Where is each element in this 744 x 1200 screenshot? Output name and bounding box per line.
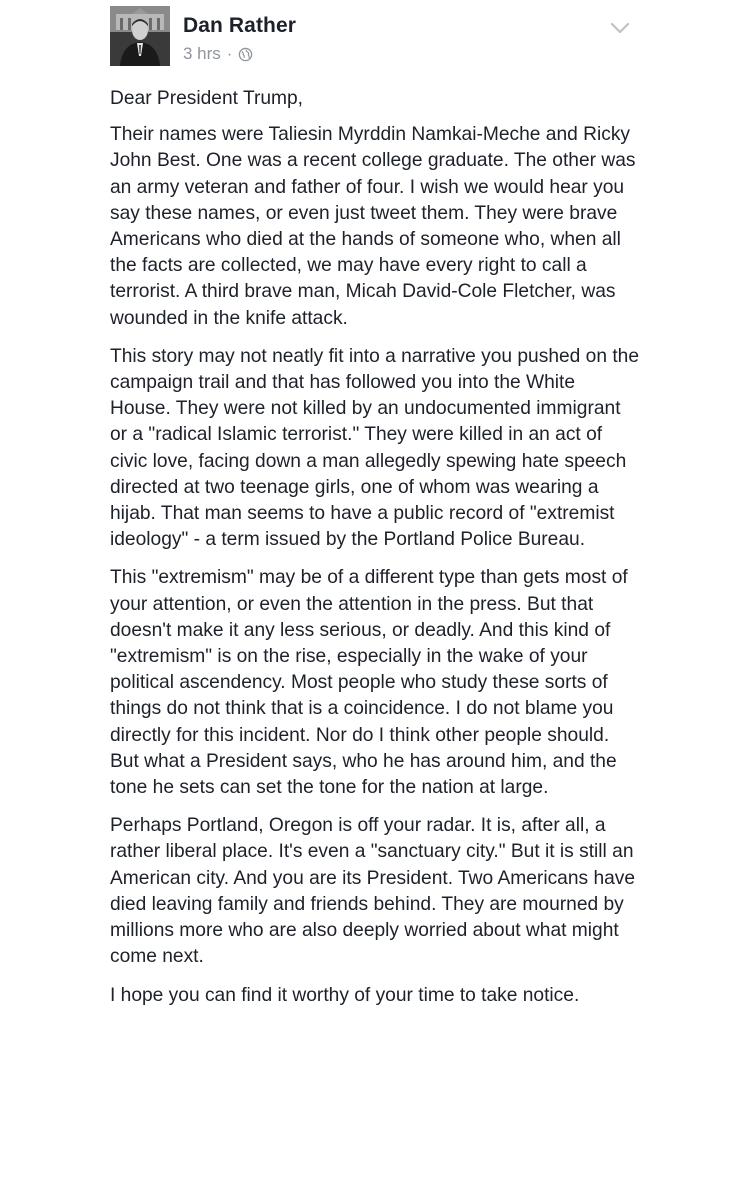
post-greeting: Dear President Trump, — [110, 88, 304, 109]
post-paragraph: Perhaps Portland, Oregon is off your radar. It is, after all, a rather liberal place. It's even a "sanctuary city." But it is still an American city. And you are its President. Two Americans have died leaving family and friends behind. They are mourned by millions more who are also deeply worried about what might come next. — [110, 815, 636, 968]
post-paragraph: This "extremism" may be of a different type than gets most of your attention, or even the attention in the press. But that doesn't make it any less serious, or deadly. And this kind of "extremism" is on the rise, especially in the wake of your political ascendency. Most people who study these sorts of things do not think that is a coincidence. I do not blame you directly for this incident. Nor do I think other people should. But what a President says, who he has around him, and the tone he sets can set the tone for the nation at large. — [110, 567, 628, 799]
author-name[interactable]: Dan Rather — [183, 14, 297, 37]
avatar[interactable] — [110, 6, 170, 66]
post-paragraph: This story may not neatly fit into a narrative you pushed on the campaign trail and that has followed you into the White House. They were not killed by an undocumented immigrant or a "radical Islamic terrorist." They were killed in an act of civic love, facing down a man allegedly spewing hate speech directed at two teenage girls, one of whom was wearing a hijab. That man seems to have a public record of "extremist ideology" - a term issued by the Portland Police Bureau. — [110, 345, 640, 551]
post-paragraph: I hope you can find it worthy of your time to take notice. — [110, 984, 580, 1006]
post-meta — [183, 44, 253, 64]
globe-icon[interactable] — [238, 47, 253, 62]
profile-photo — [110, 6, 170, 66]
post-timestamp[interactable]: 3 hrs — [183, 44, 221, 63]
post-paragraph: Their names were Taliesin Myrddin Namkai-Meche and Ricky John Best. One was a recent college graduate. The other was an army veteran and father of four. I wish we would hear you say these names, or even just tweet them. They were brave Americans who died at the hands of someone who, when all the facts are collected, we may have every right to call a terrorist. A third brave man, Micah David-Cole Fletcher, was wounded in the knife attack. — [110, 124, 636, 329]
post-body — [110, 86, 640, 1021]
meta-separator: · — [226, 44, 233, 63]
chevron-down-icon[interactable] — [606, 18, 634, 38]
